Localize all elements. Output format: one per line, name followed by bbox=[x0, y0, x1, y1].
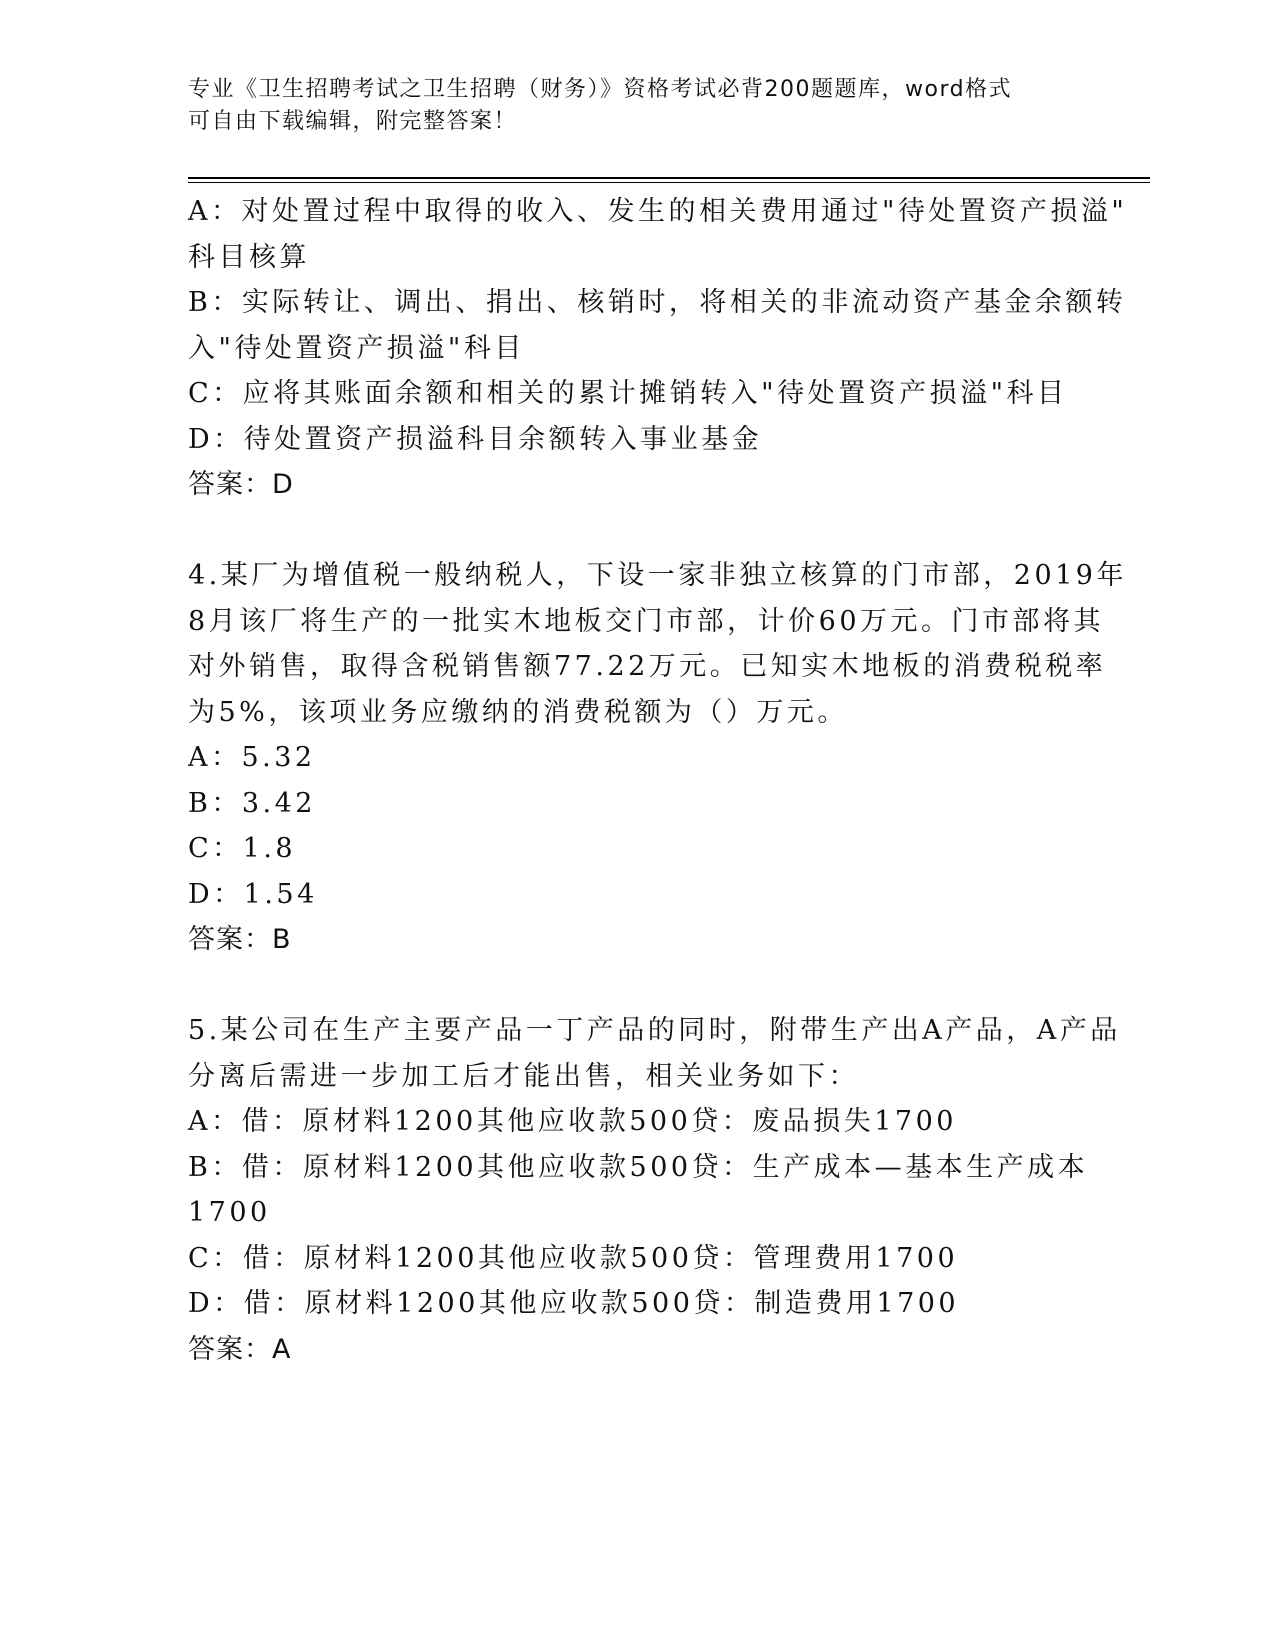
header-title-line-1: 专业《卫生招聘考试之卫生招聘（财务）》资格考试必背200题题库，word格式 bbox=[188, 77, 1013, 102]
q4-option-c: C：1.8 bbox=[188, 833, 297, 864]
question-spacer bbox=[188, 963, 1088, 1009]
question-content bbox=[188, 189, 1128, 1372]
q4-stem-line-2: 8月该厂将生产的一批实木地板交门市部，计价60万元。门市部将其 bbox=[188, 605, 1105, 637]
q5-option-b-line-1: B：借：原材料1200其他应收款500贷：生产成本—基本生产成本 bbox=[188, 1151, 1089, 1183]
q3-option-b-line-1: B：实际转让、调出、捐出、核销时，将相关的非流动资产基金余额转 bbox=[188, 287, 1127, 318]
question-4-block bbox=[188, 553, 1127, 963]
q5-answer: 答案：A bbox=[188, 1333, 292, 1365]
q4-stem-line-3: 对外销售，取得含税销售额77.22万元。已知实木地板的消费税税率 bbox=[188, 651, 1107, 682]
q5-option-b-line-2: 1700 bbox=[188, 1197, 271, 1228]
q4-answer: 答案：B bbox=[188, 924, 292, 955]
header-title-line-2: 可自由下载编辑，附完整答案！ bbox=[188, 109, 518, 134]
question-spacer bbox=[188, 508, 1088, 554]
q3-answer: 答案：D bbox=[188, 469, 294, 500]
q4-option-b: B：3.42 bbox=[188, 787, 316, 819]
q3-option-a-line-2: 科目核算 bbox=[188, 241, 310, 273]
q4-stem-line-1: 4.某厂为增值税一般纳税人，下设一家非独立核算的门市部，2019年 bbox=[188, 560, 1127, 591]
document-header bbox=[188, 74, 1088, 138]
q4-option-d: D：1.54 bbox=[188, 878, 318, 910]
q5-option-c: C：借：原材料1200其他应收款500贷：管理费用1700 bbox=[188, 1242, 959, 1274]
q5-stem-line-2: 分离后需进一步加工后才能出售，相关业务如下： bbox=[188, 1060, 859, 1092]
q5-option-a: A：借：原材料1200其他应收款500贷：废品损失1700 bbox=[188, 1106, 957, 1137]
question-3-block bbox=[188, 189, 1128, 508]
q4-stem-line-4: 为5%，该项业务应缴纳的消费税额为（）万元。 bbox=[188, 696, 848, 728]
q4-option-a: A：5.32 bbox=[188, 742, 316, 773]
q3-option-d: D：待处置资产损溢科目余额转入事业基金 bbox=[188, 423, 763, 455]
q5-stem-line-1: 5.某公司在生产主要产品一丁产品的同时，附带生产出A产品，A产品 bbox=[188, 1015, 1121, 1046]
header-divider-thick bbox=[188, 177, 1150, 179]
q3-option-a-line-1: A：对处置过程中取得的收入、发生的相关费用通过"待处置资产损溢" bbox=[188, 196, 1128, 227]
question-5-block bbox=[188, 1008, 1121, 1372]
q5-option-d: D：借：原材料1200其他应收款500贷：制造费用1700 bbox=[188, 1288, 960, 1319]
q3-option-c: C：应将其账面余额和相关的累计摊销转入"待处置资产损溢"科目 bbox=[188, 378, 1068, 409]
q3-option-b-line-2: 入"待处置资产损溢"科目 bbox=[188, 332, 525, 364]
header-divider-thin bbox=[188, 182, 1150, 183]
